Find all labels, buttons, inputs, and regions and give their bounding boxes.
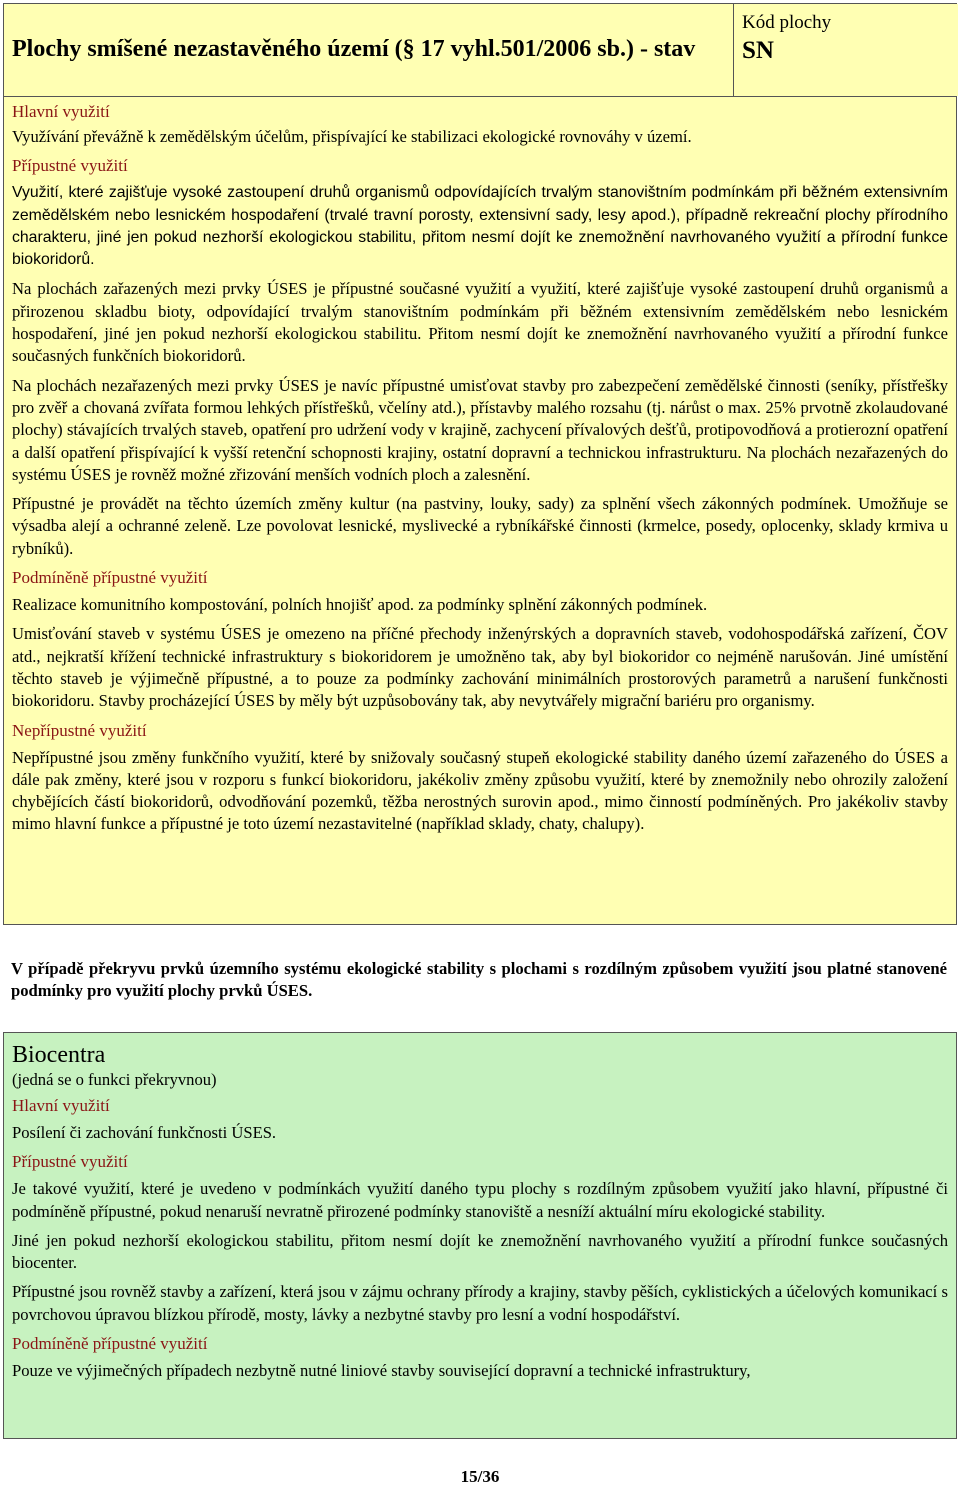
uses-overlap-note: V případě překryvu prvků územního systému ekologické stability s plochami s rozdílným způsobem využití jsou platné stanovené podmínky pro využití plochy prvků ÚSES. [11,959,947,1000]
pripustne-paragraph-1: Využití, které zajišťuje vysoké zastoupení druhů organismů odpovídajících trvalým stanovištním podmínkám při běžném extensivním zemědělském nebo lesnickém hospodaření (trvalé travní porosty, extensivní sady, lesy apod.), případně rekreační plochy přírodního charakteru, jiné jen pokud nezhorší ekologickou stabilitu, přitom nesmí dojít ke znemožnění navrhovaného využití a přírodní funkce biokoridorů. [12,184,948,269]
biocentra-pripustne-paragraph-3: Přípustné jsou rovněž stavby a zařízení, která jsou v zájmu ochrany přírody a krajiny, stavby pěších, cyklistických a účelových komunikací s povrchovou úpravou blízkou přírodě, mosty, lávky a nezbytné stavby pro lesní a vodní hospodářství. [12,1282,948,1324]
pripustne-paragraph-3: Na plochách nezařazených mezi prvky ÚSES je navíc přípustné umisťovat stavby pro zabezpečení zemědělské činnosti (seníky, přístřešky pro zvěř a chovaná zvířata formou lehkých přístřešků, včelíny atd.), přístavby malého rozsahu (tj. nárůst o max. 25% prvotně zkolaudované plochy) stávajících trvalých staveb, opatření pro udržení vody v krajině, zachycení přívalových dešťů, protipovodňová a protierozní opatření a další opatření přispívající k vyšší retenční schopnosti krajiny, ostatní dopravní a technickou infrastrukturu. Na plochách nezařazených do systému ÚSES je rovněž možné zřizování menších vodních ploch a zalesnění. [12,375,948,484]
code-label: Kód plochy [742,12,832,33]
code-value: SN [742,37,774,64]
podminene-paragraph-2: Umisťování staveb v systému ÚSES je omezeno na příčné přechody inženýrských a dopravních staveb, vodohospodářská zařízení, ČOV atd., nejkratší křížení technické infrastruktury s biokoridorem je umožněno tak, aby byl biokoridor co nejméně narušován. Jiné umístění těchto staveb je výjimečně přípustné, a to pouze za podmínky zachování minimálních prostorových parametrů a narušení funkčnosti biokoridoru. Stavby procházející ÚSES by měly být uzpůsobovány tak, aby nevytvářely migrační bariéru pro organismy. [12,624,948,711]
biocentra-section [3,1032,957,1439]
biocentra-subtitle: (jedná se o funkci překryvnou) [12,1070,217,1089]
biocentra-hlavni-text: Posílení či zachování funkčnosti ÚSES. [12,1123,277,1142]
land-use-header [3,3,957,97]
biocentra-pripustne-paragraph-2: Jiné jen pokud nezhorší ekologickou stabilitu, přitom nesmí dojít ke znemožnění navrhovaného využití a přírodní funkce současných biocenter. [12,1230,948,1273]
sn-conditions-content [12,101,948,843]
podminene-vyuziti-heading: Podmíněně přípustné využití [12,568,208,588]
biocentra-hlavni-heading: Hlavní využití [12,1096,110,1115]
biocentra-podminene-heading: Podmíněně přípustné využití [12,1334,208,1354]
nepripustne-paragraph-1: Nepřípustné jsou změny funkčního využití, které by snižovaly současný stupeň ekologické stability daného území zařazeného do ÚSES a dále pak změny, které jsou v rozporu s funkcí biokoridoru, jakékoliv změny způsobu využití, které by znemožnily nebo ohrozily založení chybějících částí biokoridorů, odvodňování pozemků, těžba nerostných surovin apod., mimo činností podmíněných. Pro jakékoliv stavby mimo hlavní funkce a přípustné je toto území nezastavitelné (například sklady, chaty, chalupy). [12,747,948,834]
hlavni-vyuziti-text: Využívání převážně k zemědělským účelům, přispívající ke stabilizaci ekologické rovnováhy v území. [12,127,692,146]
podminene-paragraph-1: Realizace komunitního kompostování, polních hnojišť apod. za podmínky splnění zákonných podmínek. [12,595,708,615]
page-title: Plochy smíšené nezastavěného území (§ 17 vyhl.501/2006 sb.) - stav [12,36,696,62]
biocentra-content [12,1037,948,1389]
nepripustne-vyuziti-heading: Nepřípustné využití [12,720,147,740]
page-number: 15/36 [460,1467,500,1486]
biocentra-podminene-paragraph-1: Pouze ve výjimečných případech nezbytně nutné liniové stavby související dopravní a technické infrastruktury, [12,1361,751,1381]
biocentra-title: Biocentra [12,1042,106,1068]
biocentra-pripustne-paragraph-1: Je takové využití, které je uvedeno v podmínkách využití daného typu plochy s rozdílným způsobem využití jako hlavní, přípustné či podmíněně přípustné, pokud nenaruší nevratně přirozené podmínky stanoviště a nesníží aktuální míru ekologické stability. [12,1179,948,1221]
sn-conditions-section [3,97,957,925]
pripustne-vyuziti-heading: Přípustné využití [12,156,128,176]
hlavni-vyuziti-heading: Hlavní využití [12,102,110,121]
biocentra-pripustne-heading: Přípustné využití [12,1152,128,1172]
pripustne-paragraph-4: Přípustné je provádět na těchto územích změny kultur (na pastviny, louky, sady) za splnění všech zákonných podmínek. Umožňuje se výsadba alejí a ochranné zeleně. Lze povolovat lesnické, myslivecké a rybníkářské činnosti (krmelce, posedy, oplocenky, sklady krmiva u rybníků). [12,494,948,558]
pripustne-paragraph-2: Na plochách zařazených mezi prvky ÚSES je přípustné současné využití a využití, které zajišťuje vysoké zastoupení druhů organismů a přirozenou skladbu bioty, odpovídající trvalým stanovištním podmínkám při běžném extensivním zemědělském nebo lesnickém hospodaření, jiné jen pokud nezhorší ekologickou stabilitu. Přitom nesmí dojít ke znemožnění navrhovaného využití a přírodní funkce současných funkčních biokoridorů. [12,279,948,366]
code-box [733,4,958,96]
